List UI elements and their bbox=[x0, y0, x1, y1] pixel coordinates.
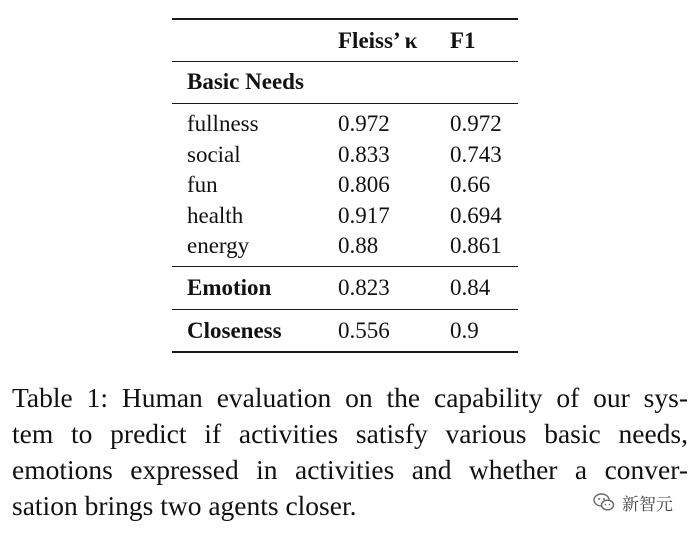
row-kappa: 0.917 bbox=[338, 203, 390, 228]
header-rule bbox=[172, 61, 518, 62]
table-caption bbox=[12, 380, 688, 524]
row-f1-closeness: 0.9 bbox=[450, 318, 479, 343]
wechat-icon bbox=[592, 490, 616, 514]
closeness-rule bbox=[172, 309, 518, 310]
row-label: energy bbox=[187, 233, 250, 258]
caption-line: Table 1: Human evaluation on the capability of our sys- bbox=[12, 382, 688, 413]
caption-line: tem to predict if activities satisfy various basic needs, bbox=[12, 418, 688, 449]
row-kappa: 0.972 bbox=[338, 111, 390, 136]
watermark bbox=[592, 488, 673, 516]
section-rule bbox=[172, 103, 518, 104]
row-label: fun bbox=[187, 172, 218, 197]
row-label: health bbox=[187, 203, 244, 228]
row-label-closeness: Closeness bbox=[187, 318, 282, 343]
row-f1: 0.66 bbox=[450, 172, 491, 197]
header-f1: F1 bbox=[450, 28, 476, 53]
row-label: social bbox=[187, 142, 241, 167]
header-kappa: Fleiss’ κ bbox=[338, 28, 418, 53]
row-f1: 0.743 bbox=[450, 142, 502, 167]
row-label: fullness bbox=[187, 111, 259, 136]
watermark-text: 新智元 bbox=[622, 494, 673, 515]
row-kappa: 0.833 bbox=[338, 142, 390, 167]
row-kappa: 0.88 bbox=[338, 233, 379, 258]
row-f1: 0.972 bbox=[450, 111, 502, 136]
caption-line: sation brings two agents closer. bbox=[12, 490, 357, 521]
row-kappa-emotion: 0.823 bbox=[338, 275, 390, 300]
row-f1: 0.861 bbox=[450, 233, 502, 258]
row-kappa-closeness: 0.556 bbox=[338, 318, 390, 343]
row-f1: 0.694 bbox=[450, 203, 502, 228]
emotion-rule bbox=[172, 266, 518, 267]
caption-line: emotions expressed in activities and whether a conver- bbox=[12, 454, 688, 485]
section-title-basic-needs: Basic Needs bbox=[187, 69, 304, 94]
table-top-rule bbox=[172, 18, 518, 20]
row-label-emotion: Emotion bbox=[187, 275, 272, 300]
row-f1-emotion: 0.84 bbox=[450, 275, 491, 300]
row-kappa: 0.806 bbox=[338, 172, 390, 197]
table-bottom-rule bbox=[172, 351, 518, 353]
